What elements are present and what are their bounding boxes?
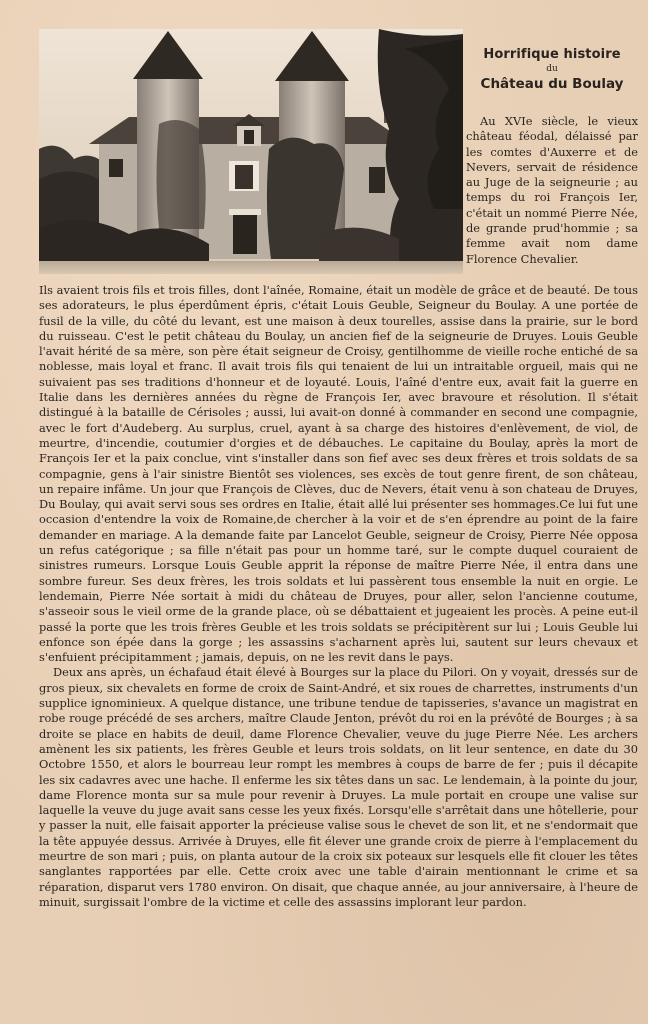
title-line-2: du — [546, 64, 558, 74]
title-block — [466, 46, 638, 93]
chateau-photo — [39, 29, 463, 274]
paragraph-2: Deux ans après, un échafaud était élevé à Bourges sur la place du Pilori. On y voyait, dressés sur de gros pieux, six chevalets en forme de croix de Saint-André, et six roues de charrettes, instruments d'un supplice ignominieux. A quelque distance, une tribune tendue de tapisseries, s'avance un magistrat en robe rouge précédé de ses archers, maître Claude Jenton, prévôt du roi en la prévôté de Bourges ; à sa droite se place en habits de deuil, dame Florence Chevalier, veuve du juge Pierre Née. Les archers amènent les six patients, les frères Geuble et leurs trois soldats, on lit leur sentence, en date du 30 Octobre 1550, et alors le bourreau leur rompt les membres à coups de barre de fer ; puis il décapite les six cadavres avec une hache. Il enferme les six têtes dans un sac. Le lendemain, à la pointe du jour, dame Florence monta sur sa mule pour revenir à Druyes. La mule portait en croupe une valise sur laquelle la veuve du juge avait sans cesse les yeux fixés. Lorsqu'elle s'arrêtait dans une hôtellerie, pour y passer la nuit, elle faisait apporter la précieuse valise sous le chevet de son lit, et ne s'endormait que la tête appuyée dessus. Arrivée à Druyes, elle fit élever une grande croix de pierre à l'emplacement du meurtre de son mari ; puis, on planta autour de la croix six poteaux sur lesquels elle fit clouer les têtes sanglantes rapportées par elle. Cette croix avec une table d'airain mentionnant le crime et sa réparation, disparut vers 1780 environ. On disait, que chaque année, au jour anniversaire, à l'heure de minuit, surgissait l'ombre de la victime et celle des assassins implorant leur pardon. — [39, 665, 638, 909]
title-line-1: Horrifique histoire — [483, 47, 621, 62]
main-text — [39, 283, 638, 910]
paragraph-1: Ils avaient trois fils et trois filles, dont l'aînée, Romaine, était un modèle de grâce et de beauté. De tous ses adorateurs, le plus éperdûment épris, c'était Louis Geuble, Seigneur du Boulay. A une portée de fusil de la ville, du côté du levant, est une maison à deux tourelles, assise dans la prairie, sur le bord du ruisseau. C'est le petit château du Boulay, un ancien fief de la seigneurie de Druyes. Louis Geuble l'avait hérité de sa mère, son père était seigneur de Croisy, gentilhomme de vieille roche entiché de sa noblesse, mais loyal et franc. Il avait trois fils qui tenaient de lui un intraitable orgueil, mais qui ne suivaient pas ses traditions d'honneur et de loyauté. Louis, l'aîné d'entre eux, avait fait la guerre en Italie dans les dernières années du règne de François Ier, avec bravoure et résolution. Il s'était distingué à la bataille de Cérisoles ; aussi, lui avait-on donné à commander en second une compagnie, avec le fort d'Audeberg. Au surplus, cruel, ayant à sa charge des histoires d'enlèvement, de viol, de meurtre, d'incendie, coutumier d'orgies et de débauches. Le capitaine du Boulay, après la mort de François Ier et la paix conclue, vint s'installer dans son fief avec ses deux frères et trois soldats de sa compagnie, gens à l'air sinistre Bientôt ses violences, ses excès de tout genre firent, de son château, un repaire infâme. Un jour que François de Clèves, duc de Nevers, était venu à son chateau de Druyes, Du Boulay, qui avait servi sous ses ordres en Italie, était allé lui présenter ses hommages.Ce lui fut une occasion d'entendre la voix de Romaine,de chercher à la voir et de s'en éprendre au point de la faire demander en mariage. A la demande faite par Lancelot Geuble, seigneur de Croisy, Pierre Née opposa un refus catégorique ; sa fille n'était pas pour un homme taré, sur le compte duquel couraient de sinistres rumeurs. Lorsque Louis Geuble apprit la réponse de maître Pierre Née, il entra dans une sombre fureur. Ses deux frères, les trois soldats et lui passèrent tous ensemble la nuit en orgie. Le lendemain, Pierre Née sortait à midi du château de Druyes, pour aller, selon l'ancienne coutume, s'asseoir sous le vieil orme de la grande place, où se débattaient et jugeaient les procès. A peine eut-il passé la porte que les trois frères Geuble et les trois soldats se précipitèrent sur lui ; Louis Geuble lui enfonce son épée dans la gorge ; les assassins s'acharnent après lui, sautent sur leurs chevaux et s'enfuient précipitamment ; jamais, depuis, on ne les revit dans le pays. — [39, 283, 638, 665]
chateau-illustration — [39, 29, 463, 274]
title-line-3: Château du Boulay — [480, 76, 624, 92]
side-column-text: Au XVIe siècle, le vieux château féodal, délaissé par les comtes d'Auxerre et de Nevers, servait de résidence au Juge de la seigneurie ; au temps du roi François Ier, c'était un nommé Pierre Née, de grande prud'hommie ; sa femme avait nom dame Florence Chevalier. — [466, 114, 638, 266]
